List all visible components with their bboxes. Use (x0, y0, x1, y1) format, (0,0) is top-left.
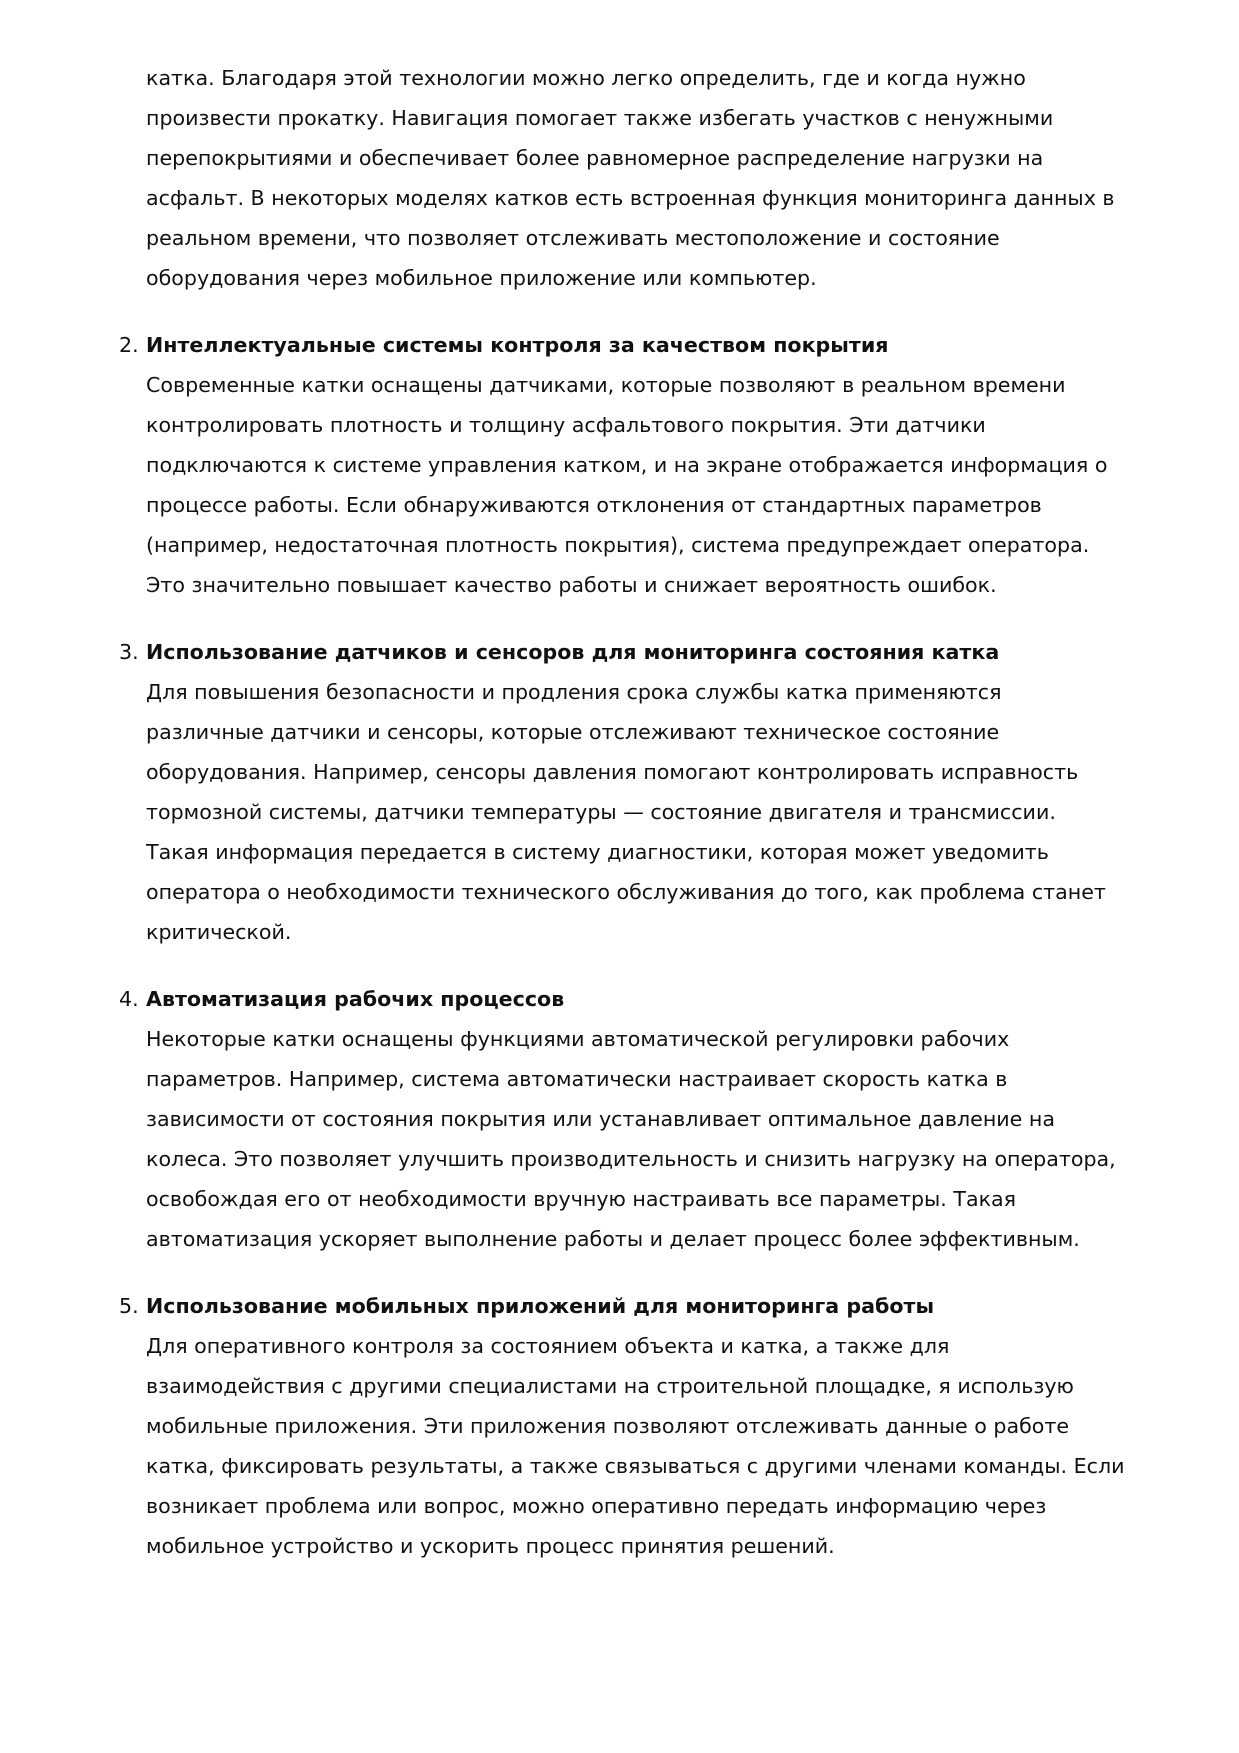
paragraph-line: различные датчики и сенсоры, которые отслеживают техническое состояние (146, 720, 1000, 744)
list-item-title: Использование датчиков и сенсоров для мониторинга состояния катка (146, 640, 1000, 664)
list-item-number: 2. (119, 333, 139, 357)
paragraph-line: Современные катки оснащены датчиками, которые позволяют в реальном времени (146, 373, 1066, 397)
paragraph-line: оборудования. Например, сенсоры давления помогают контролировать исправность (146, 760, 1079, 784)
paragraph-line: возникает проблема или вопрос, можно оперативно передать информацию через (146, 1494, 1047, 1518)
paragraph-line: оборудования через мобильное приложение или компьютер. (146, 266, 817, 290)
paragraph-line: автоматизация ускоряет выполнение работы и делает процесс более эффективным. (146, 1227, 1080, 1251)
paragraph-line: колеса. Это позволяет улучшить производительность и снизить нагрузку на оператора, (146, 1147, 1116, 1171)
list-item-number: 5. (119, 1294, 139, 1318)
paragraph-line: Такая информация передается в систему диагностики, которая может уведомить (146, 840, 1049, 864)
paragraph-line: Некоторые катки оснащены функциями автоматической регулировки рабочих (146, 1027, 1010, 1051)
intro-paragraph (146, 58, 1151, 298)
paragraph-line: асфальт. В некоторых моделях катков есть встроенная функция мониторинга данных в (146, 186, 1115, 210)
paragraph-line: (например, недостаточная плотность покрытия), система предупреждает оператора. (146, 533, 1090, 557)
list-item (119, 632, 1151, 952)
list-item-title: Интеллектуальные системы контроля за качеством покрытия (146, 333, 889, 357)
list-item-number: 4. (119, 987, 139, 1011)
paragraph-line: оператора о необходимости технического обслуживания до того, как проблема станет (146, 880, 1106, 904)
paragraph-line: подключаются к системе управления катком, и на экране отображается информация о (146, 453, 1108, 477)
paragraph-line: взаимодействия с другими специалистами на строительной площадке, я использую (146, 1374, 1074, 1398)
list-item (119, 1286, 1151, 1566)
paragraph-line: катка, фиксировать результаты, а также связываться с другими членами команды. Если (146, 1454, 1125, 1478)
paragraph-line: мобильное устройство и ускорить процесс принятия решений. (146, 1534, 835, 1558)
document-body (119, 58, 1151, 1566)
paragraph-line: контролировать плотность и толщину асфальтового покрытия. Эти датчики (146, 413, 986, 437)
paragraph-line: реальном времени, что позволяет отслеживать местоположение и состояние (146, 226, 1000, 250)
paragraph-line: Это значительно повышает качество работы и снижает вероятность ошибок. (146, 573, 997, 597)
paragraph-line: Для повышения безопасности и продления срока службы катка применяются (146, 680, 1002, 704)
list-item (119, 325, 1151, 605)
paragraph-line: зависимости от состояния покрытия или устанавливает оптимальное давление на (146, 1107, 1055, 1131)
list-item-title: Автоматизация рабочих процессов (146, 987, 565, 1011)
paragraph-line: тормозной системы, датчики температуры — состояние двигателя и трансмиссии. (146, 800, 1056, 824)
list-item-title: Использование мобильных приложений для мониторинга работы (146, 1294, 935, 1318)
paragraph-line: произвести прокатку. Навигация помогает также избегать участков с ненужными (146, 106, 1054, 130)
paragraph-line: мобильные приложения. Эти приложения позволяют отслеживать данные о работе (146, 1414, 1070, 1438)
paragraph-line: критической. (146, 920, 292, 944)
list-item (119, 979, 1151, 1259)
paragraph-line: процессе работы. Если обнаруживаются отклонения от стандартных параметров (146, 493, 1042, 517)
paragraph-line: освобождая его от необходимости вручную настраивать все параметры. Такая (146, 1187, 1017, 1211)
paragraph-line: перепокрытиями и обеспечивает более равномерное распределение нагрузки на (146, 146, 1044, 170)
paragraph-line: Для оперативного контроля за состоянием объекта и катка, а также для (146, 1334, 950, 1358)
list-item-number: 3. (119, 640, 139, 664)
paragraph-line: катка. Благодаря этой технологии можно легко определить, где и когда нужно (146, 66, 1026, 90)
paragraph-line: параметров. Например, система автоматически настраивает скорость катка в (146, 1067, 1008, 1091)
